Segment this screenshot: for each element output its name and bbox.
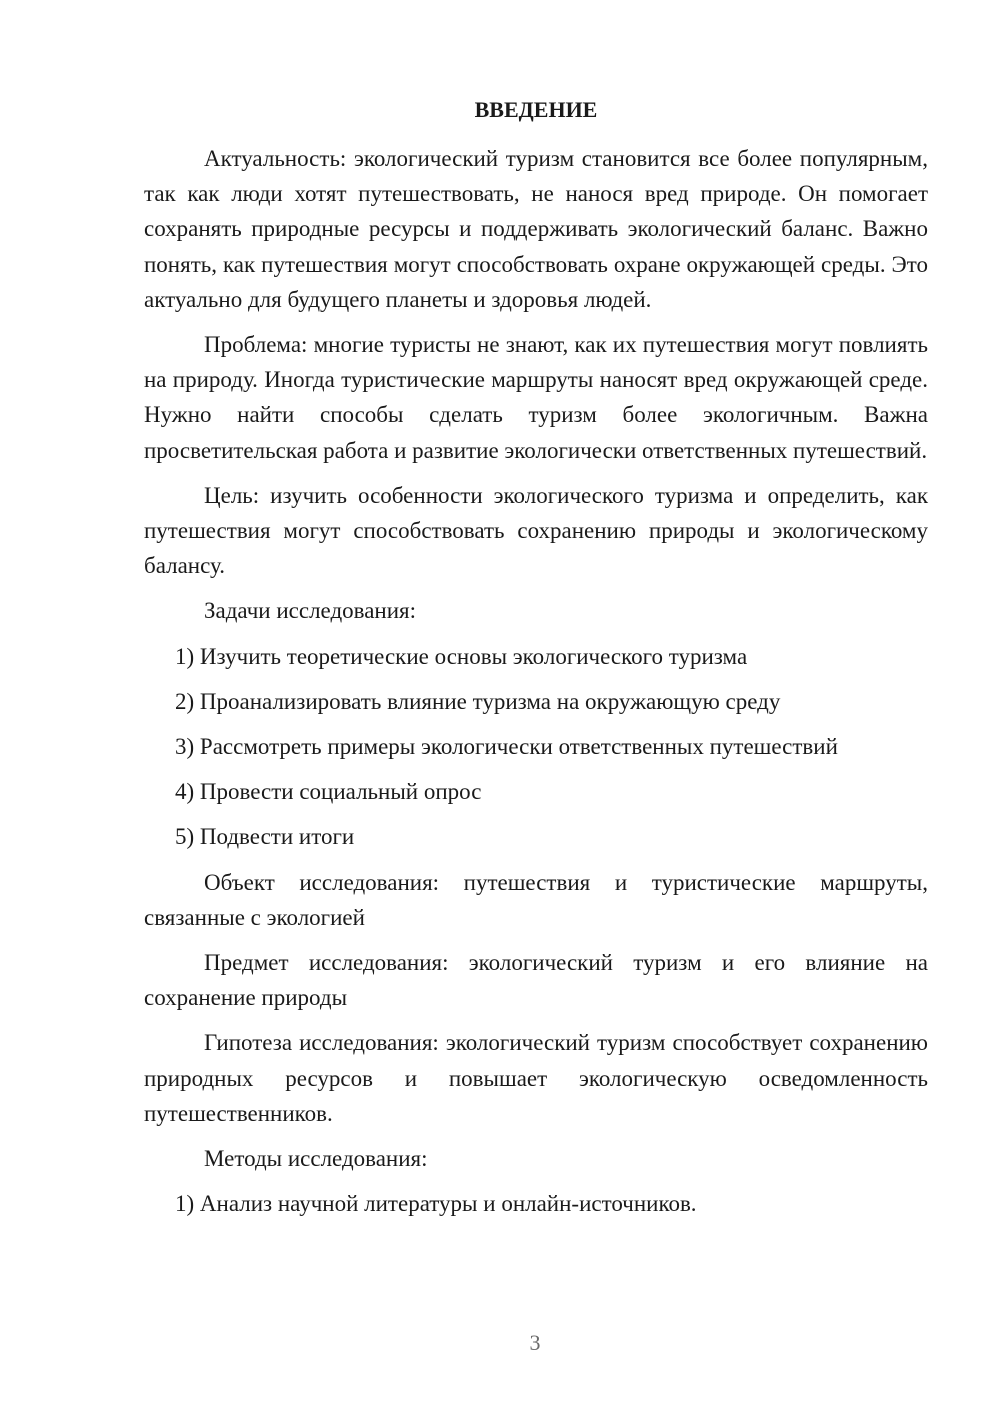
page-title: ВВЕДЕНИЕ <box>474 97 598 122</box>
page-content <box>144 92 928 1231</box>
method-item: 1) Анализ научной литературы и онлайн-источников. <box>175 1191 697 1217</box>
paragraph-relevance: Актуальность: экологический туризм становится все более популярным, так как люди хотят путешествовать, не нанося вред природе. Он помогает сохранять природные ресурсы и поддерживать экологический баланс. Важно понять, как путешествия могут способствовать охране окружающей среды. Это актуально для будущего планеты и здоровья людей. <box>144 146 928 312</box>
paragraph-hypothesis: Гипотеза исследования: экологический туризм способствует сохранению природных ресурсов и повышает экологическую осведомленность путешественников. <box>144 1030 928 1126</box>
paragraph-subject: Предмет исследования: экологический туризм и его влияние на сохранение природы <box>144 950 928 1011</box>
task-item: 5) Подвести итоги <box>175 824 355 850</box>
methods-heading: Методы исследования: <box>204 1146 428 1172</box>
task-item: 4) Провести социальный опрос <box>175 779 482 805</box>
task-item: 3) Рассмотреть примеры экологически ответственных путешествий <box>175 734 838 760</box>
paragraph-problem: Проблема: многие туристы не знают, как их путешествия могут повлиять на природу. Иногда туристические маршруты наносят вред окружающей среде. Нужно найти способы сделать туризм более экологичным. Важна просветительская работа и развитие экологически ответственных путешествий. <box>144 332 928 463</box>
task-item: 1) Изучить теоретические основы экологического туризма <box>175 643 748 669</box>
page-number: 3 <box>529 1330 541 1355</box>
paragraph-object: Объект исследования: путешествия и туристические маршруты, связанные с экологией <box>144 869 928 930</box>
paragraph-goal: Цель: изучить особенности экологического туризма и определить, как путешествия могут способствовать сохранению природы и экологическому балансу. <box>144 482 928 579</box>
tasks-heading: Задачи исследования: <box>204 598 417 624</box>
task-item: 2) Проанализировать влияние туризма на окружающую среду <box>175 688 781 714</box>
